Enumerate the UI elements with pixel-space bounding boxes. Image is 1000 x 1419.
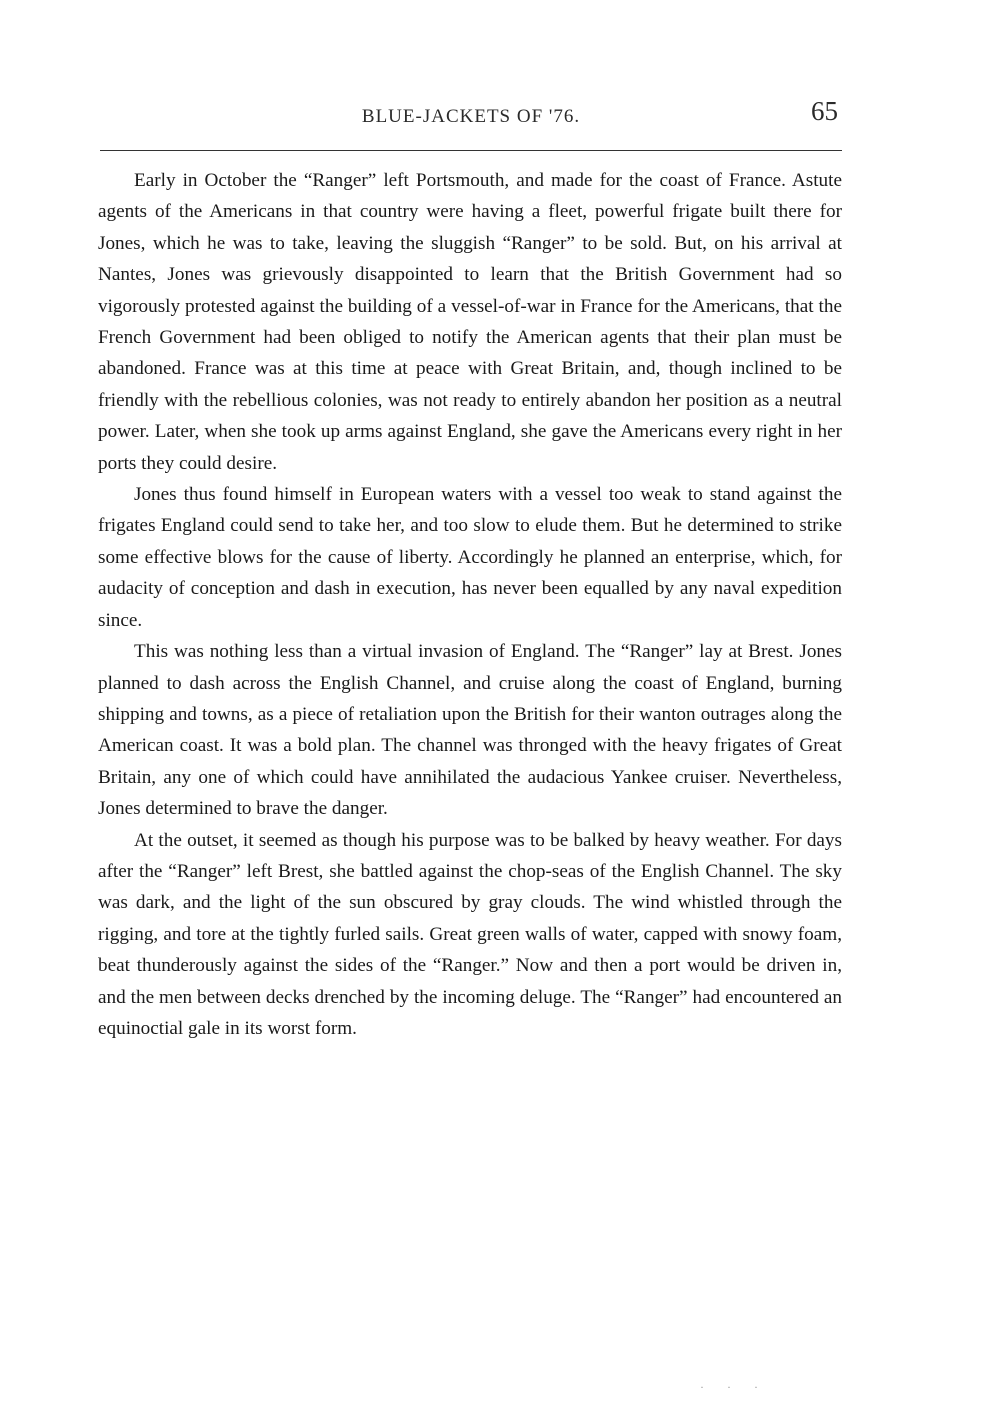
running-head — [100, 96, 842, 136]
scan-specks: · · · — [700, 1380, 768, 1394]
paragraph: Jones thus found himself in European waters with a vessel too weak to stand against the frigates England could send to take her, and too slow to elude them. But he determined to strike some effective blows for the cause of liberty. Accordingly he planned an enterprise, which, for audacity of conception and dash in execution, has never been equalled by any naval expedition since. — [98, 484, 842, 631]
paragraph: Early in October the “Ranger” left Portsmouth, and made for the coast of France. Astute agents of the Americans in that country were having a fleet, powerful frigate built there for Jones, which he was to take, leaving the sluggish “Ranger” to be sold. But, on his arrival at Nantes, Jones was grievously disappointed to learn that the British Government had so vigorously protested against the building of a vessel-of-war in France for the Americans, that the French Government had been obliged to notify the American agents that their plan must be abandoned. France was at this time at peace with Great Britain, and, though inclined to be friendly with the rebellious colonies, was not ready to entirely abandon her position as a neutral power. Later, when she took up arms against England, she gave the Americans every right in her ports they could desire. — [98, 170, 842, 474]
header-rule — [100, 150, 842, 151]
page-number: 65 — [811, 96, 838, 126]
body-text — [98, 165, 842, 1044]
running-title: BLUE-JACKETS OF '76. — [361, 106, 581, 127]
paragraph: At the outset, it seemed as though his purpose was to be balked by heavy weather. For days after the “Ranger” left Brest, she battled against the chop-seas of the English Channel. The sky was dark, and the light of the sun obscured by gray clouds. The wind whistled through the rigging, and tore at the tightly furled sails. Great green walls of water, capped with snowy foam, beat thunderously against the sides of the “Ranger.” Now and then a port would be driven in, and the men between decks drenched by the incoming deluge. The “Ranger” had encountered an equinoctial gale in its worst form. — [98, 829, 842, 1039]
paragraph: This was nothing less than a virtual invasion of England. The “Ranger” lay at Brest. Jones planned to dash across the English Channel, and cruise along the coast of England, burning shipping and towns, as a piece of retaliation upon the British for their wanton outrages along the American coast. It was a bold plan. The channel was thronged with the heavy frigates of Great Britain, any one of which could have annihilated the audacious Yankee cruiser. Nevertheless, Jones determined to brave the danger. — [98, 641, 842, 820]
